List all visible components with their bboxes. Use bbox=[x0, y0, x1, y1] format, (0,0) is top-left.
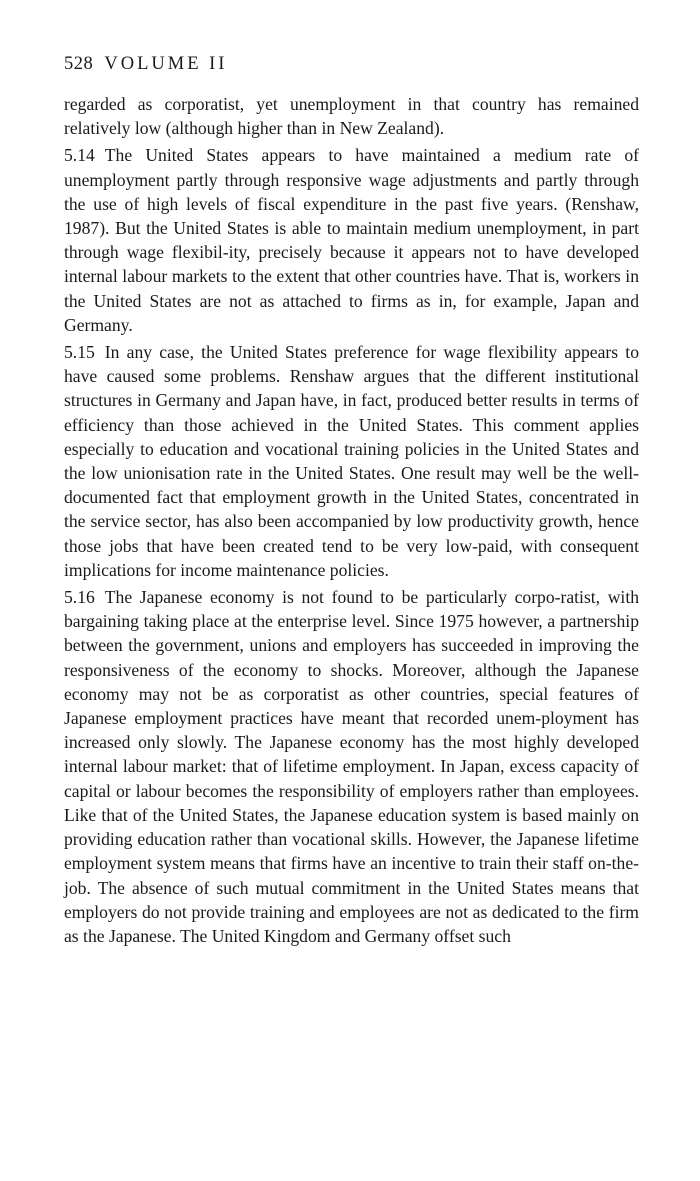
paragraph-text: The Japanese economy is not found to be particularly corpo-ratist, with bargaining taking place at the enterprise level. Since 1975 however, a partnership between the government, unions and employers has succeeded in improving the responsiveness of the economy to shocks. Moreover, although the Japanese economy may not be as corporatist as other countries, special features of Japanese employment practices have meant that recorded unem-ployment has increased only slowly. The Japanese economy has the most highly developed internal labour market: that of lifetime employment. In Japan, excess capacity of capital or labour becomes the responsibility of employers rather than employees. Like that of the United States, the Japanese education system is based mainly on providing education rather than vocational skills. However, the Japanese lifetime employment system means that firms have an incentive to train their staff on-the-job. The absence of such mutual commitment in the United States means that employers do not provide training and employees are not as dedicated to the firm as the Japanese. The United Kingdom and Germany offset such bbox=[64, 587, 639, 946]
paragraph-text: The United States appears to have maintained a medium rate of unemployment partly through responsive wage adjustments and partly through the use of high levels of fiscal expenditure in the past five years. (Renshaw, 1987). But the United States is able to maintain medium unemployment, in part through wage flexibil-ity, precisely because it appears not to have developed internal labour markets to the extent that other countries have. That is, workers in the United States are not as attached to firms as in, for example, Japan and Germany. bbox=[64, 145, 639, 335]
page-number: 528 bbox=[64, 54, 94, 74]
paragraph-5-16 bbox=[64, 585, 639, 948]
paragraph-continued bbox=[64, 92, 639, 140]
paragraph-number: 5.15 bbox=[64, 342, 95, 363]
document-page bbox=[64, 50, 639, 951]
paragraph-5-15 bbox=[64, 340, 639, 582]
paragraph-5-14 bbox=[64, 143, 639, 337]
paragraph-text: regarded as corporatist, yet unemployment in that country has remained relatively low (although higher than in New Zealand). bbox=[64, 94, 639, 139]
volume-label: VOLUME II bbox=[104, 54, 228, 74]
running-head bbox=[64, 50, 639, 78]
paragraph-text: In any case, the United States preference for wage flexibility appears to have caused some problems. Renshaw argues that the different institutional structures in Germany and Japan have, in fact, produced better results in terms of efficiency than those achieved in the United States. This comment applies especially to education and vocational training policies in the United States and the low unionisation rate in the United States. One result may well be the well-documented fact that employment growth in the United States, concentrated in the service sector, has also been accompanied by low productivity growth, hence those jobs that have been created tend to be very low-paid, with consequent implications for income maintenance policies. bbox=[64, 342, 639, 580]
body-text bbox=[64, 92, 639, 948]
paragraph-number: 5.14 bbox=[64, 145, 95, 166]
paragraph-number: 5.16 bbox=[64, 587, 95, 608]
